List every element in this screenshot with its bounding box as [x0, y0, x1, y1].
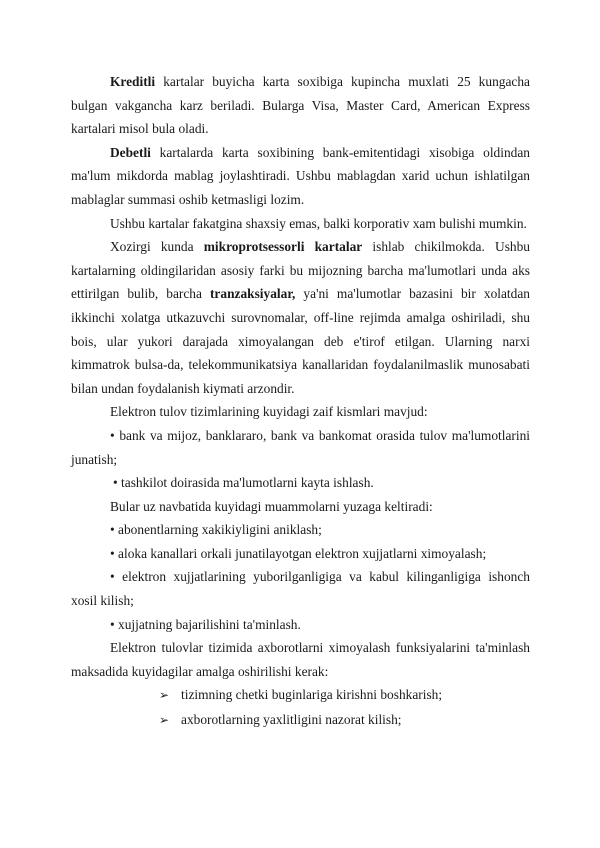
arrow-list — [71, 683, 530, 732]
term-debit: Debetli — [110, 144, 151, 160]
paragraph-text: ishlab chikilmokda. Ushbu kartalarning oldingilaridan asosiy farki bu mijozning barcha ma'lumotlari unda aks ettirilgan bulib, barcha — [71, 239, 530, 302]
paragraph-problems: Bular uz navbatida kuyidagi muammolarni yuzaga keltiradi: — [110, 498, 433, 514]
bullet-item: • bank va mijoz, banklararo, bank va bankomat orasida tulov ma'lumotlarini junatish; — [71, 427, 530, 467]
bullet-item: • elektron xujjatlarining yuborilganligiga va kabul kilinganligiga ishonch xosil kilish; — [71, 569, 530, 609]
paragraph-protection: Elektron tulovlar tizimida axborotlarni ximoyalash funksiyalarini ta'minlash maksadida kuyidagilar amalga oshirilishi kerak: — [71, 640, 530, 679]
arrow-bullet-icon: ➢ — [159, 688, 170, 703]
term-credit: Kreditli — [110, 74, 156, 89]
arrow-bullet-icon: ➢ — [159, 713, 170, 728]
paragraph-microprocessor — [71, 235, 530, 400]
paragraph-weak-parts: Elektron tulov tizimlarining kuyidagi zaif kismlari mavjud: — [110, 404, 428, 420]
term-transactions: tranzaksiyalar, — [209, 286, 296, 302]
bullet-item: • aloka kanallari orkali junatilayotgan elektron xujjatlarni ximoyalash; — [110, 545, 487, 561]
bullet-item: • xujjatning bajarilishini ta'minlash. — [110, 616, 301, 632]
paragraph-corporate: Ushbu kartalar fakatgina shaxsiy emas, balki korporativ xam bulishi mumkin. — [110, 215, 527, 231]
paragraph-text: ya'ni ma'lumotlar bazasini bir xolatdan ikkinchi xolatga utkazuvchi surovnomalar, off-line rejimda amalga oshiriladi, shu bois, ular yukori darajada ximoyalangan deb e'tirof etilgan. Ularning narxi kimmatrok bulsa-da, telekommunikatsiya kanallaridan foydalanilmaslik munosabati bilan undan foydalanish kiymati arzondir. — [71, 286, 530, 396]
paragraph-debit-cards — [71, 141, 530, 212]
list-item — [71, 708, 530, 733]
bullet-item: • abonentlarning xakikiyligini aniklash; — [110, 522, 322, 538]
paragraph-text: kartalarda karta soxibining bank-emitentidagi xisobiga oldindan ma'lum mikdorda mablag joylashtiradi. Ushbu mablagdan xarid uchun ishlatilgan mablaglar summasi oshib ketmasligi lozim. — [71, 144, 530, 207]
list-item-text: axborotlarning yaxlitligini nazorat kilish; — [181, 712, 402, 728]
bullet-item: • tashkilot doirasida ma'lumotlarni kayta ishlash. — [113, 475, 374, 491]
list-item — [71, 683, 530, 708]
term-microprocessor: mikroprotsessorli kartalar — [203, 239, 363, 255]
paragraph-credit-cards — [71, 70, 530, 141]
paragraph-text: kartalar buyicha karta soxibiga kupincha muxlati 25 kungacha bulgan vakgancha karz beriladi. Bularga Visa, Master Card, American Express kartalari misol bula oladi. — [71, 74, 530, 137]
paragraph-text: Xozirgi kunda — [110, 239, 204, 255]
list-item-text: tizimning chetki buginlariga kirishni boshkarish; — [181, 687, 443, 703]
